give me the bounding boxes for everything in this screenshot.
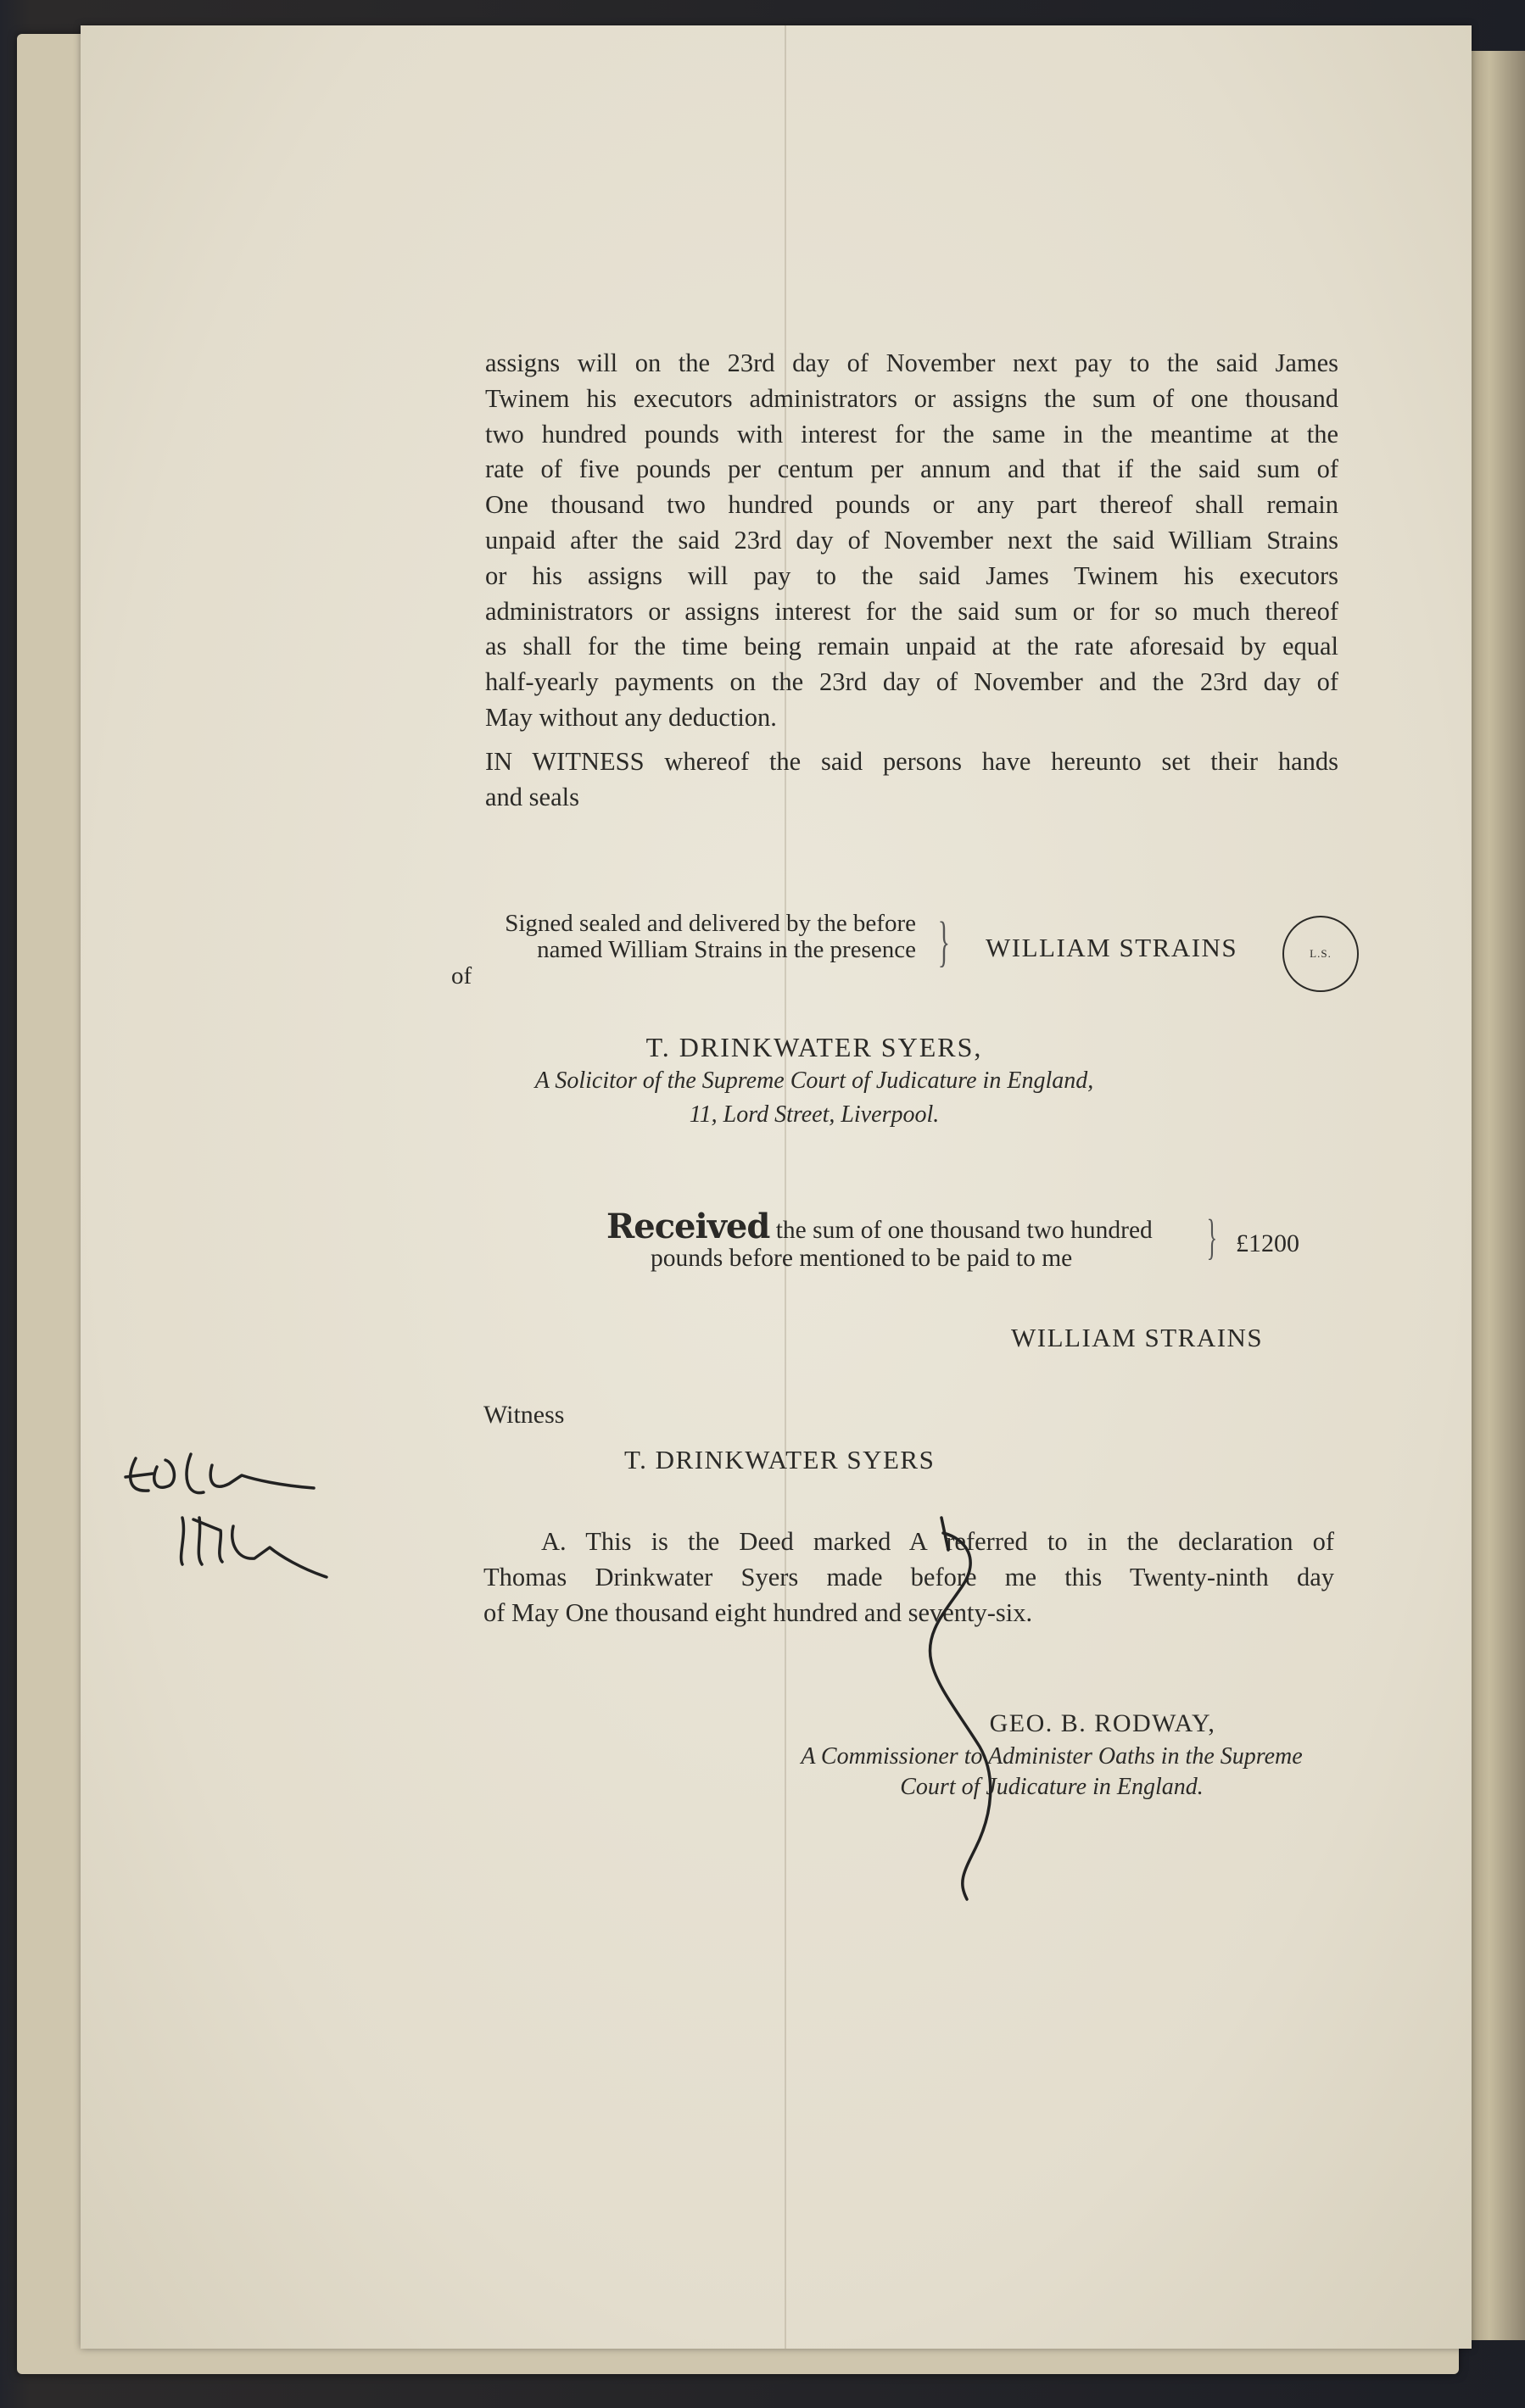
- seal-label: L.S.: [1310, 947, 1332, 960]
- receipt-line: pounds before mentioned to be paid to me: [651, 1245, 1073, 1272]
- receipt-line: the sum of one thousand two hundred: [775, 1217, 1153, 1244]
- declaration-block: [483, 1524, 1334, 1630]
- signed-note-line: of: [451, 962, 472, 989]
- solicitor-title: A Solicitor of the Supreme Court of Judicature in England,: [534, 1067, 1094, 1094]
- deed-line: Twinem his executors administrators or assigns the sum of one thousand: [485, 383, 1338, 413]
- commissioner-title: Court of Judicature in England.: [900, 1774, 1204, 1800]
- commissioner-title: A Commissioner to Administer Oaths in the Supreme: [801, 1743, 1303, 1770]
- solicitor-address: 11, Lord Street, Liverpool.: [689, 1101, 940, 1128]
- signature-block: [416, 911, 1374, 1012]
- receipt-signer: WILLIAM STRAINS: [1011, 1323, 1264, 1352]
- deed-body: [485, 346, 1338, 815]
- declaration-line: Thomas Drinkwater Syers made before me this Twenty-ninth day: [483, 1563, 1334, 1591]
- commissioner-name: GEO. B. RODWAY,: [989, 1709, 1216, 1737]
- deed-line: as shall for the time being remain unpaid at the rate aforesaid by equal: [485, 632, 1338, 661]
- deed-line: May without any deduction.: [485, 702, 777, 732]
- deed-line: or his assigns will pay to the said James Twinem his executors: [485, 560, 1338, 590]
- deed-line: rate of five pounds per centum per annum and that if the said sum of: [485, 454, 1338, 484]
- brace-icon: }: [1206, 1209, 1218, 1264]
- deed-line: unpaid after the said 23rd day of November next the said William Strains: [485, 525, 1338, 555]
- signed-sealed-note: [416, 911, 916, 989]
- commissioner-block: [763, 1706, 1340, 1803]
- brace-icon: }: [937, 911, 950, 973]
- deed-line: half-yearly payments on the 23rd day of November and the 23rd day of: [485, 667, 1338, 697]
- deed-line: administrators or assigns interest for the said sum or for so much thereof: [485, 596, 1338, 626]
- declaration-line: of May One thousand eight hundred and seventy-six.: [483, 1598, 1033, 1627]
- signed-note-line: named William Strains in the presence: [537, 936, 916, 963]
- signer-name: WILLIAM STRAINS: [986, 933, 1238, 962]
- witness-clause-line: IN WITNESS whereof the said persons have hereunto set their hands: [485, 746, 1338, 776]
- witness-clause-line: and seals: [485, 782, 579, 811]
- declaration-line: A. This is the Deed marked A referred to in the declaration of: [541, 1527, 1334, 1556]
- receipt-amount: £1200: [1236, 1229, 1299, 1257]
- witness-label: Witness: [483, 1401, 565, 1429]
- signed-note-line: Signed sealed and delivered by the before: [505, 910, 916, 937]
- solicitor-block: [475, 1030, 1154, 1132]
- receipt-block: [606, 1207, 1319, 1280]
- right-page-edge: [1466, 51, 1525, 2340]
- received-heading: Received: [606, 1207, 770, 1246]
- deed-line: two hundred pounds with interest for the same in the meantime at the: [485, 419, 1338, 449]
- solicitor-name: T. DRINKWATER SYERS,: [645, 1032, 983, 1062]
- witness-name: T. DRINKWATER SYERS: [624, 1445, 936, 1474]
- seal-circle: [1282, 916, 1359, 992]
- receipt-text: [606, 1207, 1200, 1273]
- deed-line: assigns will on the 23rd day of November next pay to the said James: [485, 348, 1338, 377]
- deed-line: One thousand two hundred pounds or any part thereof shall remain: [485, 490, 1338, 520]
